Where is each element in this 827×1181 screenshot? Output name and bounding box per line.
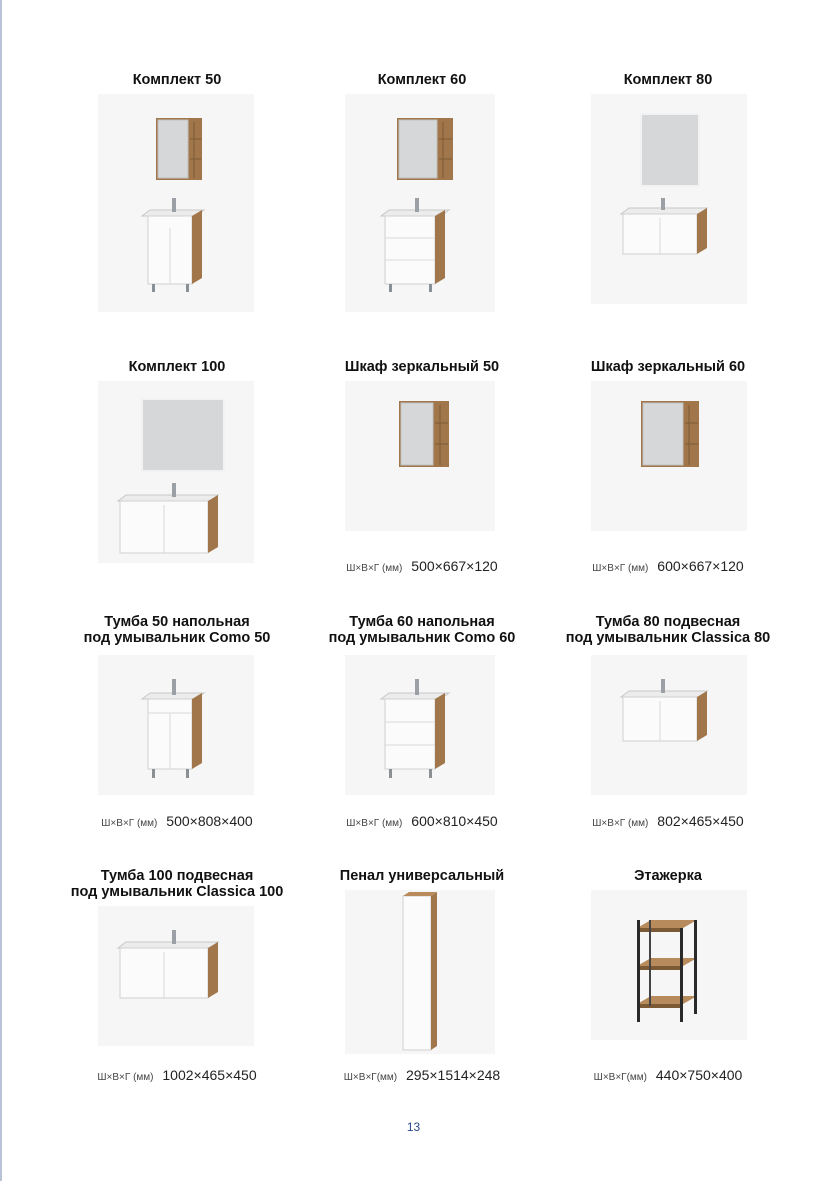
dimensions: Ш×В×Г (мм) 802×465×450 [592, 813, 744, 829]
kit-100-icon [98, 381, 254, 563]
mirror-cabinet-50-icon [345, 381, 495, 531]
wall-vanity-100-icon [98, 906, 254, 1046]
dimensions: Ш×В×Г(мм) 440×750×400 [593, 1067, 743, 1083]
dimensions: Ш×В×Г (мм) 1002×465×450 [97, 1067, 257, 1083]
product-title: Тумба 80 подвесная под умывальник Classica 80 [565, 614, 771, 646]
wall-vanity-80-icon [591, 655, 747, 795]
product-title: Этажерка [634, 868, 702, 884]
dimensions: Ш×В×Г (мм) 600×810×450 [346, 813, 498, 829]
dimensions: Ш×В×Г (мм) 500×667×120 [346, 558, 498, 574]
product-title: Тумба 100 подвесная под умывальник Classica 100 [70, 868, 284, 900]
product-title: Шкаф зеркальный 60 [590, 359, 746, 375]
product-title: Тумба 60 напольная под умывальник Como 60 [328, 614, 516, 646]
product-title: Пенал универсальный [339, 868, 505, 884]
dimensions: Ш×В×Г (мм) 500×808×400 [101, 813, 253, 829]
product-title: Тумба 50 напольная под умывальник Como 50 [83, 614, 271, 646]
page-number: 13 [406, 1120, 421, 1134]
product-title: Шкаф зеркальный 50 [344, 359, 500, 375]
tall-cabinet-icon [345, 890, 495, 1054]
vanity-60-icon [345, 655, 495, 795]
kit-80-icon [591, 94, 747, 304]
kit-50-icon [98, 94, 254, 312]
dimensions: Ш×В×Г (мм) 600×667×120 [592, 558, 744, 574]
product-title: Комплект 80 [623, 72, 713, 88]
vanity-50-icon [98, 655, 254, 795]
mirror-cabinet-60-icon [591, 381, 747, 531]
product-title: Комплект 50 [132, 72, 222, 88]
dimensions: Ш×В×Г(мм) 295×1514×248 [343, 1067, 501, 1083]
page-edge-line [0, 0, 2, 1181]
kit-60-icon [345, 94, 495, 312]
product-title: Комплект 60 [377, 72, 467, 88]
product-title: Комплект 100 [128, 359, 226, 375]
shelf-unit-icon [591, 890, 747, 1040]
